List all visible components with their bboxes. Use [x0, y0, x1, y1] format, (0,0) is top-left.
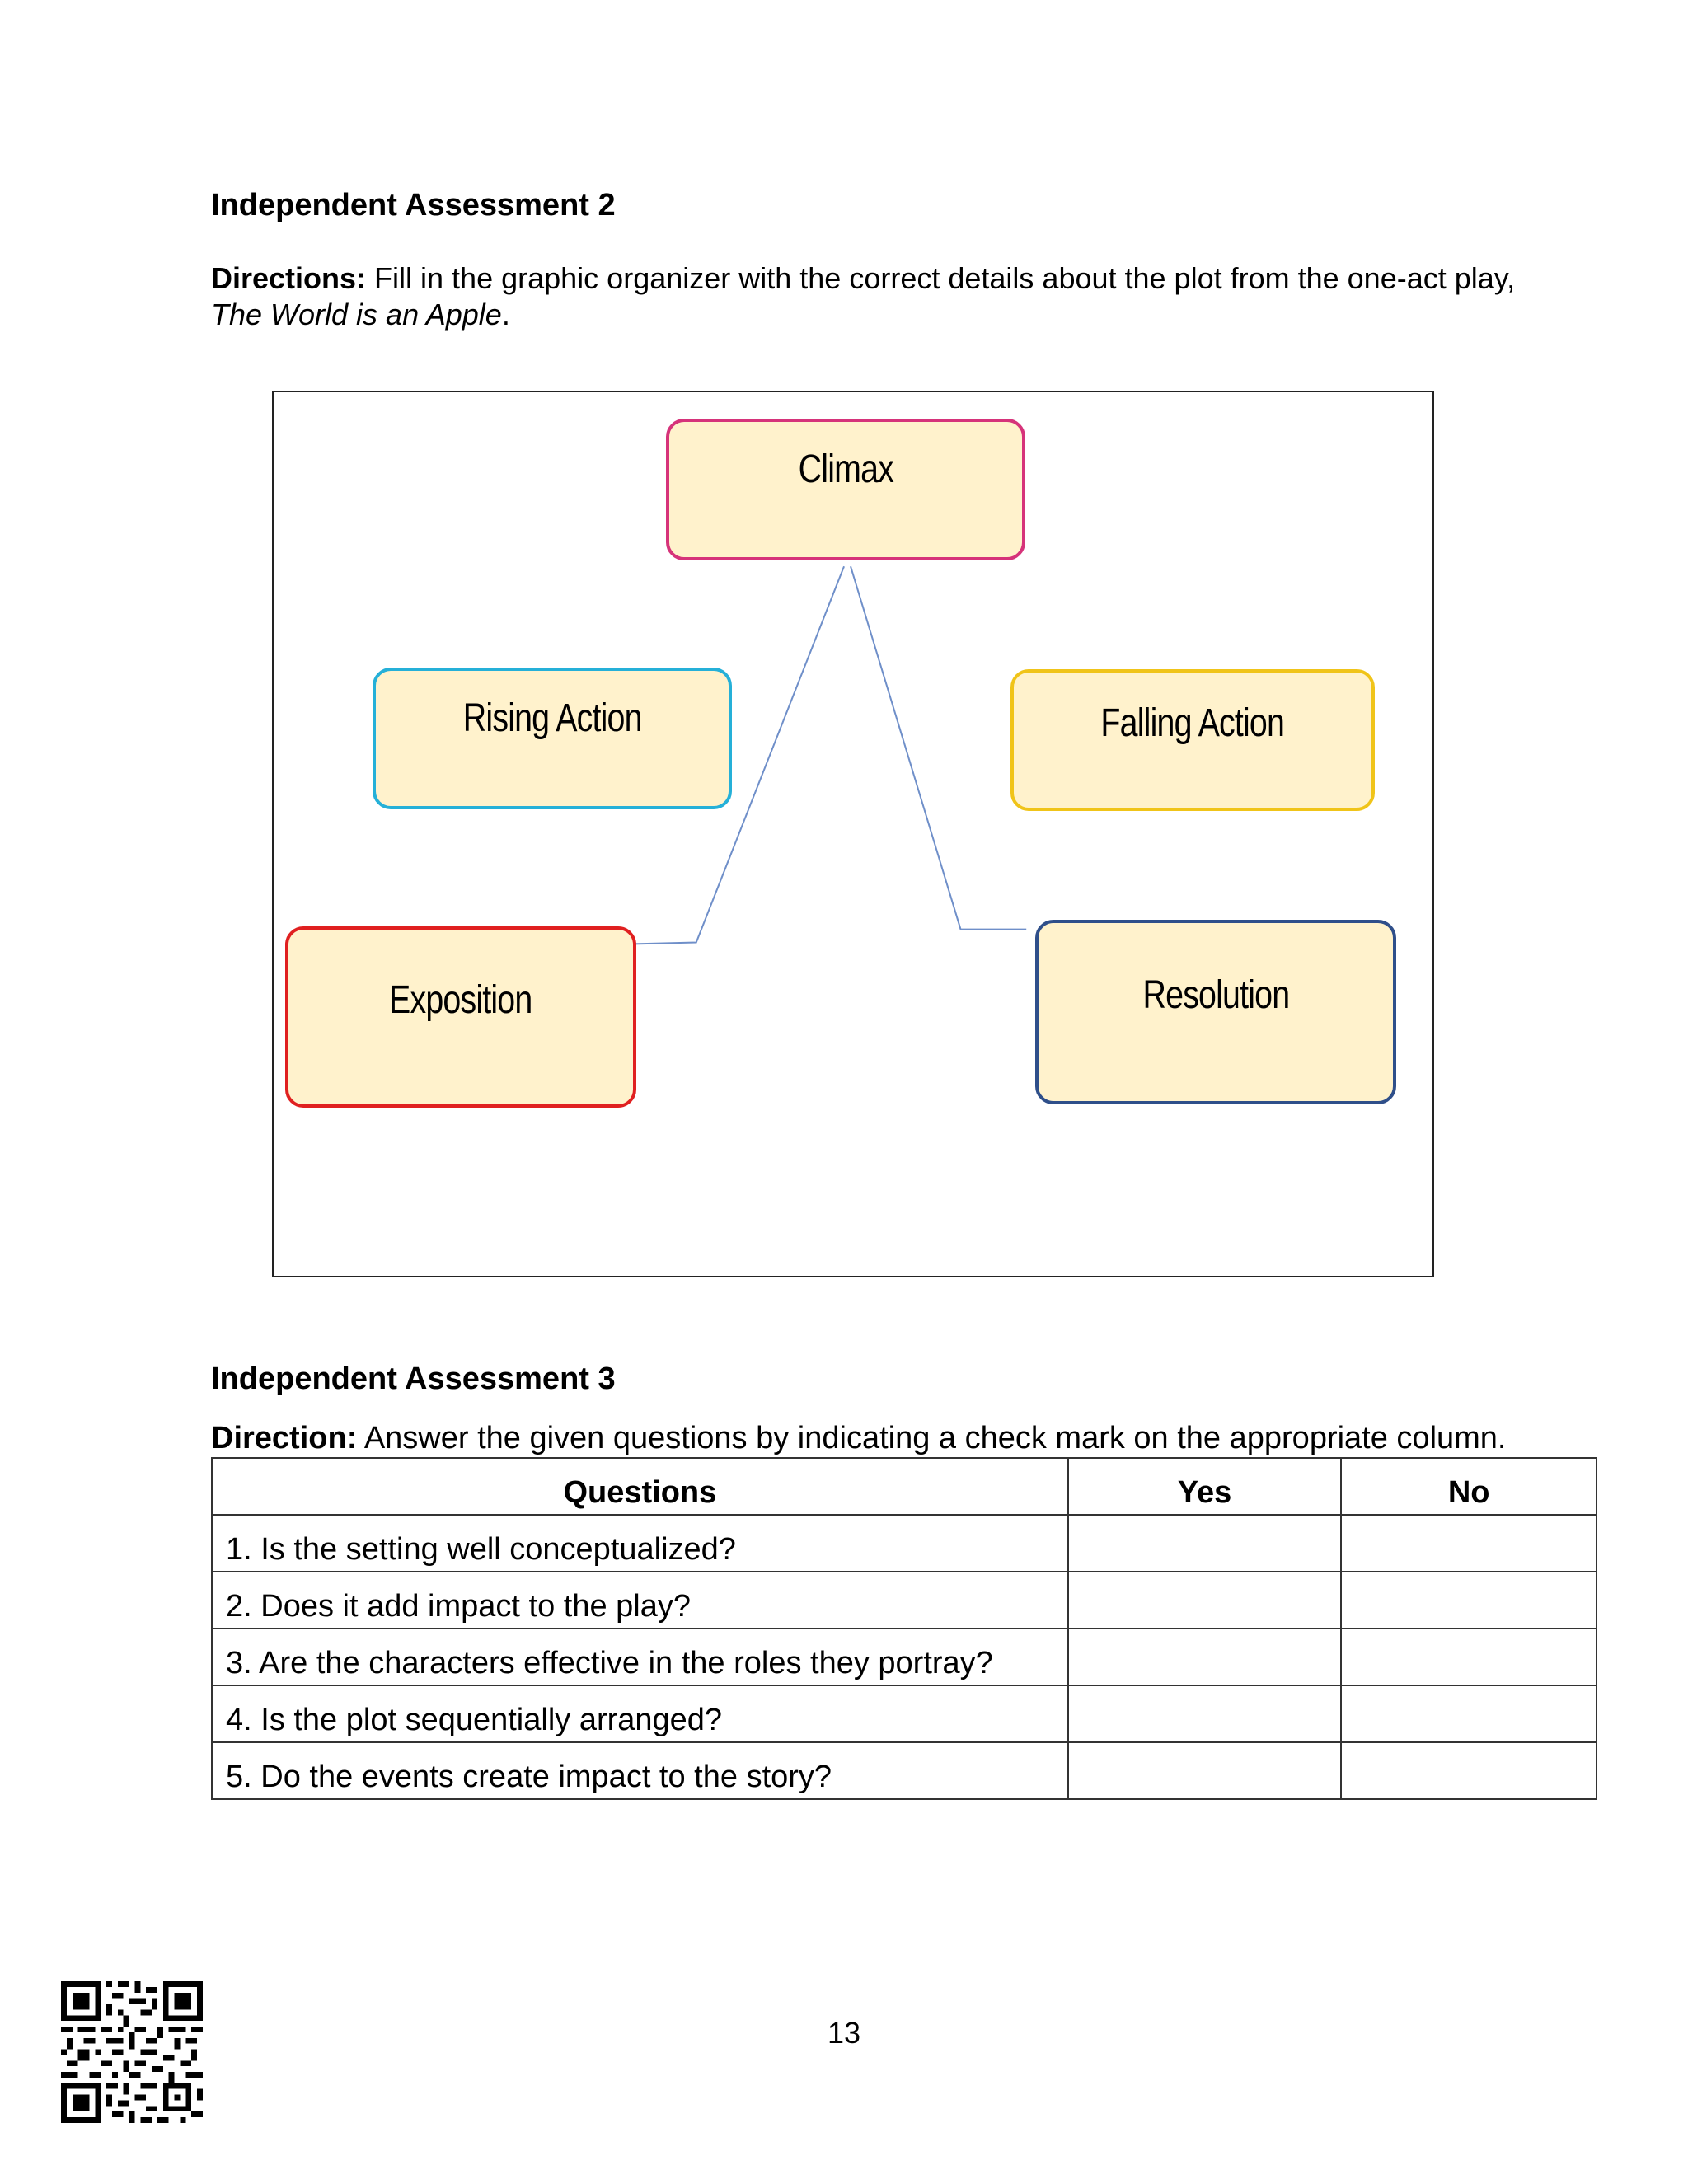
- yes-cell[interactable]: [1068, 1742, 1342, 1799]
- question-cell: 5. Do the events create impact to the story?: [212, 1742, 1068, 1799]
- questions-header: Questions: [212, 1458, 1068, 1515]
- yes-cell[interactable]: [1068, 1515, 1342, 1572]
- climax-label: Climax: [798, 448, 893, 491]
- page-number: 13: [827, 2016, 861, 2050]
- table-row: [212, 1742, 1597, 1799]
- directions-end: .: [501, 298, 510, 331]
- no-cell[interactable]: [1341, 1685, 1597, 1742]
- resolution-label: Resolution: [1142, 973, 1289, 1017]
- direction-label: Direction:: [211, 1421, 358, 1455]
- table-header-row: [212, 1458, 1597, 1515]
- rising-action-label: Rising Action: [462, 696, 642, 740]
- falling-action-label: Falling Action: [1100, 701, 1285, 745]
- resolution-box[interactable]: [1035, 920, 1396, 1104]
- directions-text: Fill in the graphic organizer with the correct details about the plot from the one-act play,: [366, 261, 1516, 295]
- no-cell[interactable]: [1341, 1742, 1597, 1799]
- yes-header: Yes: [1068, 1458, 1342, 1515]
- play-title: The World is an Apple: [211, 298, 502, 331]
- yes-cell[interactable]: [1068, 1572, 1342, 1629]
- direction-text: Answer the given questions by indicating a check mark on the appropriate column.: [357, 1421, 1507, 1455]
- no-header: No: [1341, 1458, 1597, 1515]
- question-cell: 1. Is the setting well conceptualized?: [212, 1515, 1068, 1572]
- table-row: [212, 1685, 1597, 1742]
- question-cell: 2. Does it add impact to the play?: [212, 1572, 1068, 1629]
- exposition-label: Exposition: [389, 978, 532, 1022]
- table-row: [212, 1572, 1597, 1629]
- qr-code-icon: [61, 1981, 203, 2123]
- yes-cell[interactable]: [1068, 1629, 1342, 1685]
- assessment-2-title: Independent Assessment 2: [211, 188, 616, 223]
- falling-action-box[interactable]: [1010, 669, 1375, 811]
- question-cell: 3. Are the characters effective in the roles they portray?: [212, 1629, 1068, 1685]
- no-cell[interactable]: [1341, 1572, 1597, 1629]
- directions-label: Directions:: [211, 261, 367, 295]
- assessment-3-title: Independent Assessment 3: [211, 1361, 616, 1396]
- falling-connector-line: [851, 566, 1026, 929]
- table-row: [212, 1629, 1597, 1685]
- yes-cell[interactable]: [1068, 1685, 1342, 1742]
- table-row: [212, 1515, 1597, 1572]
- no-cell[interactable]: [1341, 1515, 1597, 1572]
- climax-box[interactable]: [666, 419, 1025, 560]
- assessment-3-direction: [211, 1419, 1612, 1457]
- exposition-box[interactable]: [285, 926, 636, 1108]
- plot-graphic-organizer: [272, 391, 1434, 1277]
- question-cell: 4. Is the plot sequentially arranged?: [212, 1685, 1068, 1742]
- no-cell[interactable]: [1341, 1629, 1597, 1685]
- assessment-2-directions: [211, 260, 1530, 333]
- questions-table: [211, 1457, 1597, 1800]
- rising-action-box[interactable]: [373, 668, 732, 809]
